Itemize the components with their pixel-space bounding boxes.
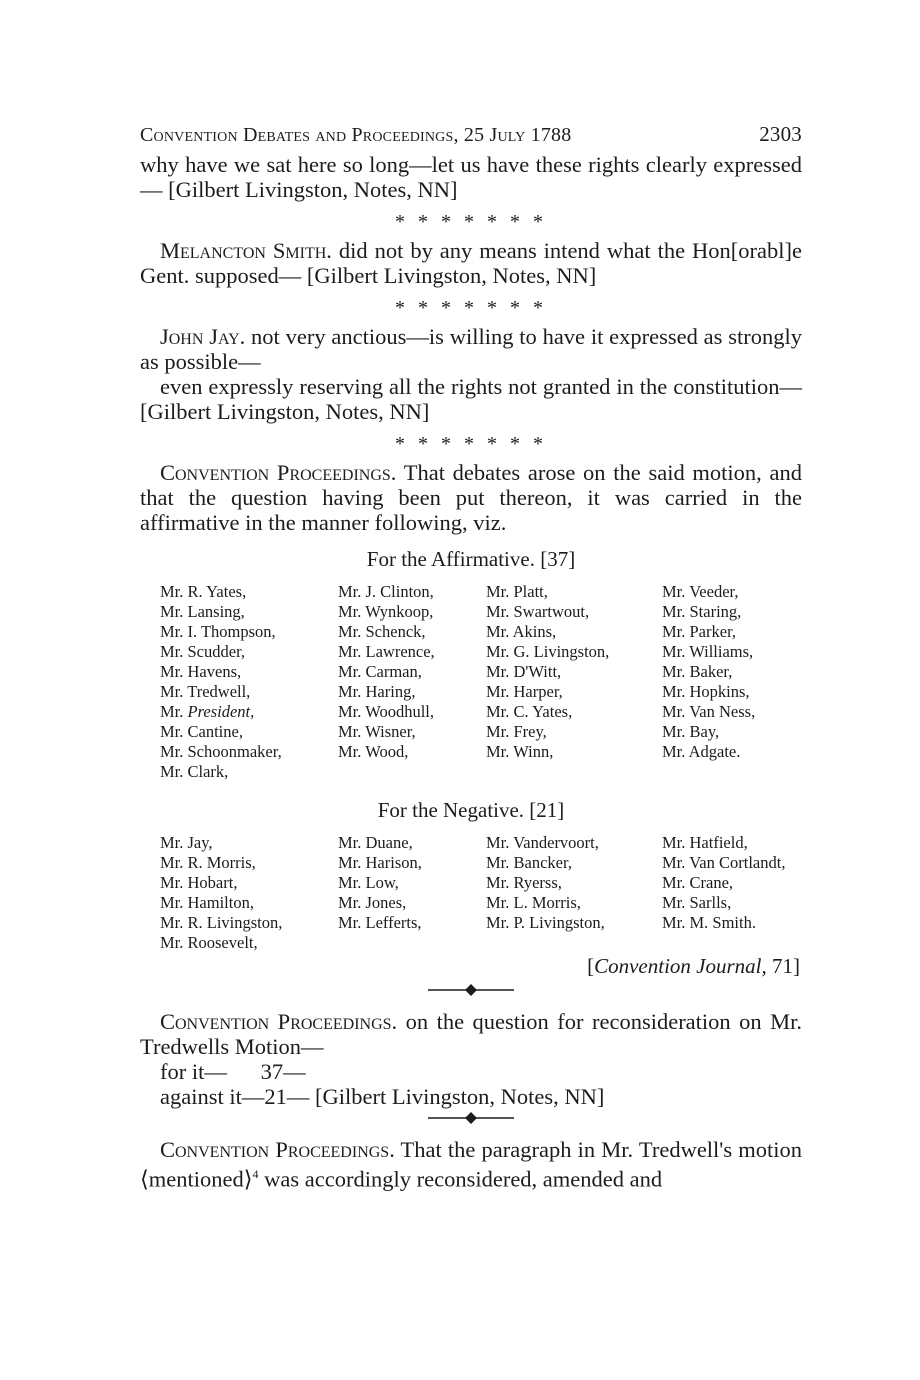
member-name: Mr. Lawrence, xyxy=(338,642,435,661)
member-name: Mr. Adgate. xyxy=(662,742,741,761)
member-name: Mr. Duane, xyxy=(338,833,413,852)
member-name: Mr. Hopkins, xyxy=(662,682,750,701)
member-name: Mr. Staring, xyxy=(662,602,742,621)
member-name: Mr. Schenck, xyxy=(338,622,426,641)
member-name: Mr. Carman, xyxy=(338,662,422,681)
paragraph-text: was accordingly reconsidered, amended and xyxy=(258,1166,663,1192)
paragraph-melancton-smith xyxy=(140,238,802,288)
member-name: Mr. Akins, xyxy=(486,622,557,641)
member-name: Mr. Schoonmaker, xyxy=(160,742,282,761)
affirmative-column-3 xyxy=(486,582,609,762)
diamond-divider-icon xyxy=(140,1109,802,1131)
member-name: Mr. G. Livingston, xyxy=(486,642,610,661)
section-break-stars: * * * * * * * xyxy=(395,211,547,233)
speaker-name: Melancton Smith. xyxy=(160,238,332,263)
source-citation xyxy=(140,953,800,979)
section-break-stars: * * * * * * * xyxy=(395,297,547,319)
citation-page: 71] xyxy=(766,954,800,978)
member-title: Mr. xyxy=(160,702,184,721)
member-name: Mr. Van Ness, xyxy=(662,702,756,721)
member-name: Mr. L. Morris, xyxy=(486,893,581,912)
speaker-name: Convention Proceedings. xyxy=(160,460,397,485)
member-name: Mr. Scudder, xyxy=(160,642,246,661)
member-name: Mr. Bay, xyxy=(662,722,720,741)
running-head-title xyxy=(140,124,571,147)
member-name: Mr. Lefferts, xyxy=(338,913,422,932)
document-page xyxy=(140,118,802,1192)
member-name: Mr. R. Yates, xyxy=(160,582,247,601)
paragraph-john-jay-continued: even expressly reserving all the rights not granted in the constitution— [Gilbert Livingston, Notes, NN] xyxy=(140,374,802,424)
running-head-title-date: July 1788 xyxy=(489,124,572,146)
paragraph-text: did not by any means intend what the Hon[orabl]e Gent. supposed— [Gilbert Livingston, Notes, NN] xyxy=(140,238,802,288)
affirmative-column-2 xyxy=(338,582,435,762)
paragraph-rights: why have we sat here so long—let us have these rights clearly expressed— [Gilbert Livingston, Notes, NN] xyxy=(140,152,802,202)
negative-column-1 xyxy=(160,833,282,953)
member-name: Mr. Veeder, xyxy=(662,582,739,601)
member-name: Mr. Parker, xyxy=(662,622,737,641)
member-name: Mr. Lansing, xyxy=(160,602,245,621)
negative-heading: For the Negative. [21] xyxy=(377,798,565,822)
paragraph-text: not very anctious—is willing to have it expressed as strongly as possible— xyxy=(140,324,802,374)
member-name: Mr. I. Thompson, xyxy=(160,622,276,641)
member-name: Mr. Baker, xyxy=(662,662,733,681)
running-head-title-main: Convention Debates and Proceedings, 25 xyxy=(140,124,490,146)
member-name: Mr. Winn, xyxy=(486,742,554,761)
member-name: Mr. Roosevelt, xyxy=(160,933,258,952)
vote-tally-for: for it— 37— xyxy=(160,1059,306,1084)
member-name: Mr. Hobart, xyxy=(160,873,238,892)
affirmative-column-4 xyxy=(662,582,755,762)
negative-column-3 xyxy=(486,833,605,933)
member-name: Mr. J. Clinton, xyxy=(338,582,434,601)
paragraph-text: on the question for reconsideration on Mr. Tredwells Motion— xyxy=(140,1009,802,1059)
member-name: Mr. Jay, xyxy=(160,833,213,852)
member-name: Mr. R. Morris, xyxy=(160,853,256,872)
member-name: Mr. Hatfield, xyxy=(662,833,748,852)
member-name: Mr. Cantine, xyxy=(160,722,243,741)
member-name: Mr. Wynkoop, xyxy=(338,602,434,621)
member-name: Mr. D'Witt, xyxy=(486,662,562,681)
member-name: Mr. R. Livingston, xyxy=(160,913,283,932)
paragraph-convention-proceedings xyxy=(140,460,802,535)
member-name: Mr. Wisner, xyxy=(338,722,416,741)
paragraph-text: That the paragraph in Mr. Tredwell's motion ⟨mentioned⟩ xyxy=(140,1137,803,1192)
member-name: Mr. Frey, xyxy=(486,722,547,741)
member-name: Mr. Vandervoort, xyxy=(486,833,599,852)
paragraph-tredwell-motion xyxy=(140,1137,802,1192)
affirmative-heading: For the Affirmative. [37] xyxy=(366,547,576,571)
member-name: Mr. P. Livingston, xyxy=(486,913,605,932)
diamond-divider-icon xyxy=(140,981,802,1003)
member-name: Mr. M. Smith. xyxy=(662,913,756,932)
negative-column-2 xyxy=(338,833,422,933)
member-name: Mr. Hamilton, xyxy=(160,893,254,912)
member-name: Mr. Williams, xyxy=(662,642,754,661)
member-name: Mr. Havens, xyxy=(160,662,242,681)
vote-tally-against: against it—21— [Gilbert Livingston, Notes, NN] xyxy=(160,1084,605,1109)
member-name: Mr. Tredwell, xyxy=(160,682,251,701)
member-name: Mr. Platt, xyxy=(486,582,548,601)
paragraph-text: That debates arose on the said motion, and that the question having been put thereon, it was carried in the affirmative in the manner following, viz. xyxy=(140,460,802,535)
negative-column-4 xyxy=(662,833,785,933)
citation-bracket: [ xyxy=(587,954,595,978)
member-name: Mr. Crane, xyxy=(662,873,734,892)
member-name: Mr. Wood, xyxy=(338,742,409,761)
running-head xyxy=(140,118,802,152)
page-number: 2303 xyxy=(759,122,802,146)
member-name: Mr. Harison, xyxy=(338,853,422,872)
affirmative-column-1 xyxy=(160,582,282,782)
member-name: Mr. Clark, xyxy=(160,762,229,781)
speaker-name: Convention Proceedings. xyxy=(160,1009,398,1034)
member-name: Mr. Ryerss, xyxy=(486,873,562,892)
paragraph-john-jay xyxy=(140,324,802,374)
member-name-president xyxy=(160,702,282,722)
member-name: Mr. Bancker, xyxy=(486,853,572,872)
member-name: Mr. C. Yates, xyxy=(486,702,573,721)
negative-list xyxy=(160,833,802,953)
member-name: Mr. Woodhull, xyxy=(338,702,435,721)
member-name: Mr. Harper, xyxy=(486,682,563,701)
member-name: Mr. Swartwout, xyxy=(486,602,590,621)
paragraph-reconsideration xyxy=(140,1009,802,1059)
member-name: Mr. Sarlls, xyxy=(662,893,732,912)
section-break-stars: * * * * * * * xyxy=(395,433,547,455)
citation-source: Convention Journal, xyxy=(594,954,767,978)
speaker-name: Convention Proceedings. xyxy=(160,1137,395,1162)
member-name: Mr. Van Cortlandt, xyxy=(662,853,786,872)
footnote-marker[interactable]: 4 xyxy=(252,1167,259,1181)
president-word: President, xyxy=(187,702,255,721)
member-name: Mr. Low, xyxy=(338,873,399,892)
affirmative-list xyxy=(160,582,802,786)
member-name: Mr. Haring, xyxy=(338,682,416,701)
speaker-name: John Jay. xyxy=(160,324,246,349)
member-name: Mr. Jones, xyxy=(338,893,407,912)
